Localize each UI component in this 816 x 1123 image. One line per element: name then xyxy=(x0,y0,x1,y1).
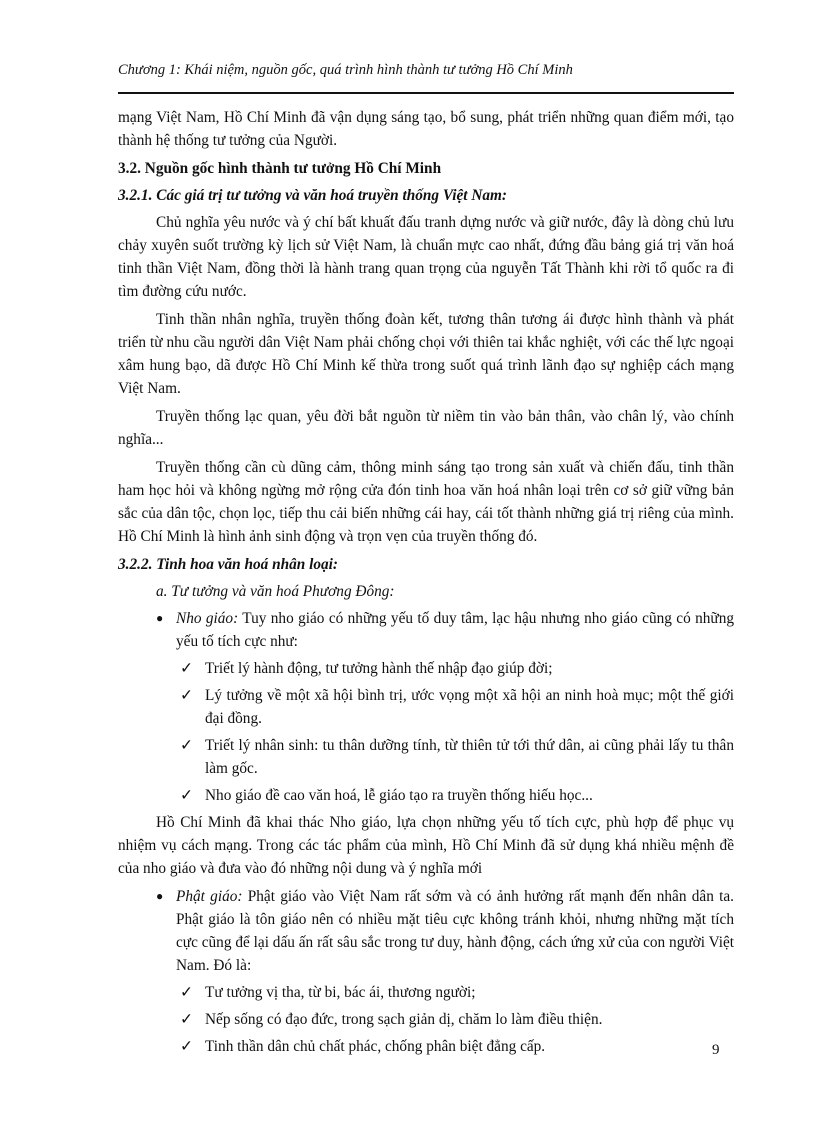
paragraph: Truyền thống cần cù dũng cảm, thông minh sáng tạo trong sản xuất và chiến đấu, tinh thần ham học hỏi và không ngừng mở rộng cửa đón tinh hoa văn hoá nhân loại trên cơ sở giữ vững bản sắc của dân tộc, chọn lọc, tiếp thu cải biến những cái hay, cái tốt thành những giá trị riêng của mình. Hồ Chí Minh là hình ảnh sinh động và trọn vẹn của truyền thống đó. xyxy=(118,459,734,545)
check-item xyxy=(118,981,734,1004)
check-text: Tư tưởng vị tha, từ bi, bác ái, thương người; xyxy=(205,984,476,1001)
bullet-item-phat-giao xyxy=(118,885,734,977)
checkmark-icon: ✓ xyxy=(180,787,193,804)
bullet-icon: ● xyxy=(156,611,164,625)
paragraph: Hồ Chí Minh đã khai thác Nho giáo, lựa chọn những yếu tố tích cực, phù hợp để phục vụ nhiệm vụ cách mạng. Trong các tác phẩm của mình, Hồ Chí Minh đã sử dụng khá nhiều mệnh đề của nho giáo và đưa vào đó những nội dung và ý nghĩa mới xyxy=(118,814,734,877)
section-heading-3-2-2: 3.2.2. Tinh hoa văn hoá nhân loại: xyxy=(118,556,339,573)
check-item xyxy=(118,1035,734,1058)
check-text: Triết lý nhân sinh: tu thân dưỡng tính, từ thiên tử tới thứ dân, ai cũng phải lấy tu thân làm gốc. xyxy=(205,737,734,777)
check-item xyxy=(118,1008,734,1031)
paragraph: Truyền thống lạc quan, yêu đời bắt nguồn từ niềm tin vào bản thân, vào chân lý, vào chính nghĩa... xyxy=(118,408,734,448)
subheading-a: a. Tư tưởng và văn hoá Phương Đông: xyxy=(156,583,395,600)
check-text: Lý tưởng về một xã hội bình trị, ước vọng một xã hội an ninh hoà mục; một thế giới đại đồng. xyxy=(205,687,734,727)
running-header: Chương 1: Khái niệm, nguồn gốc, quá trình hình thành tư tưởng Hồ Chí Minh xyxy=(118,62,573,78)
checkmark-icon: ✓ xyxy=(180,660,193,677)
check-text: Tinh thần dân chủ chất phác, chống phân biệt đẳng cấp. xyxy=(205,1038,546,1055)
check-item xyxy=(118,734,734,780)
bullet-text: Tuy nho giáo có những yếu tố duy tâm, lạc hậu nhưng nho giáo cũng có những yếu tố tích cực như: xyxy=(176,610,734,650)
bullet-term: Nho giáo: xyxy=(176,610,239,627)
check-text: Nếp sống có đạo đức, trong sạch giản dị, chăm lo làm điều thiện. xyxy=(205,1011,603,1028)
section-heading-3-2: 3.2. Nguồn gốc hình thành tư tưởng Hồ Chí Minh xyxy=(118,160,442,177)
check-item xyxy=(118,657,734,680)
paragraph: Chủ nghĩa yêu nước và ý chí bất khuất đấu tranh dựng nước và giữ nước, đây là dòng chủ lưu chảy xuyên suốt trường kỳ lịch sử Việt Nam, là chuẩn mực cao nhất, đứng đầu bảng giá trị văn hoá tinh thần Việt Nam, đồng thời là hành trang quan trọng của nguyễn Tất Thành khi rời tổ quốc ra đi tìm đường cứu nước. xyxy=(118,214,734,300)
page-number: 9 xyxy=(712,1042,720,1058)
bullet-term: Phật giáo: xyxy=(176,888,243,905)
checkmark-icon: ✓ xyxy=(180,984,193,1001)
paragraph: Tinh thần nhân nghĩa, truyền thống đoàn kết, tương thân tương ái được hình thành và phát triển từ nhu cầu người dân Việt Nam phải chống chọi với thiên tai khắc nghiệt, với các thế lực ngoại xâm hung bạo, dã được Hồ Chí Minh kế thừa trong suốt quá trình lãnh đạo sự nghiệp cách mạng Việt Nam. xyxy=(118,311,734,397)
check-item xyxy=(118,784,734,807)
header-rule xyxy=(118,92,734,94)
bullet-item-nho-giao xyxy=(118,607,734,653)
checkmark-icon: ✓ xyxy=(180,687,193,704)
checkmark-icon: ✓ xyxy=(180,1011,193,1028)
section-heading-3-2-1: 3.2.1. Các giá trị tư tưởng và văn hoá truyền thống Việt Nam: xyxy=(118,187,508,204)
bullet-text: Phật giáo vào Việt Nam rất sớm và có ảnh hưởng rất mạnh đến nhân dân ta. Phật giáo là tôn giáo nên có nhiều mặt tiêu cực không tránh khỏi, nhưng những mặt tích cực cũng để lại dấu ấn rất sâu sắc trong tư duy, hành động, cách ứng xử của con người Việt Nam. Đó là: xyxy=(176,888,734,974)
paragraph: mạng Việt Nam, Hồ Chí Minh đã vận dụng sáng tạo, bổ sung, phát triển những quan điểm mới, tạo thành hệ thống tư tưởng của Người. xyxy=(118,109,734,149)
checkmark-icon: ✓ xyxy=(180,737,193,754)
check-text: Triết lý hành động, tư tưởng hành thế nhập đạo giúp đời; xyxy=(205,660,553,677)
check-item xyxy=(118,684,734,730)
page-body xyxy=(118,106,734,1062)
check-text: Nho giáo đề cao văn hoá, lễ giáo tạo ra truyền thống hiếu học... xyxy=(205,787,593,804)
bullet-icon: ● xyxy=(156,889,164,903)
checkmark-icon: ✓ xyxy=(180,1038,193,1055)
